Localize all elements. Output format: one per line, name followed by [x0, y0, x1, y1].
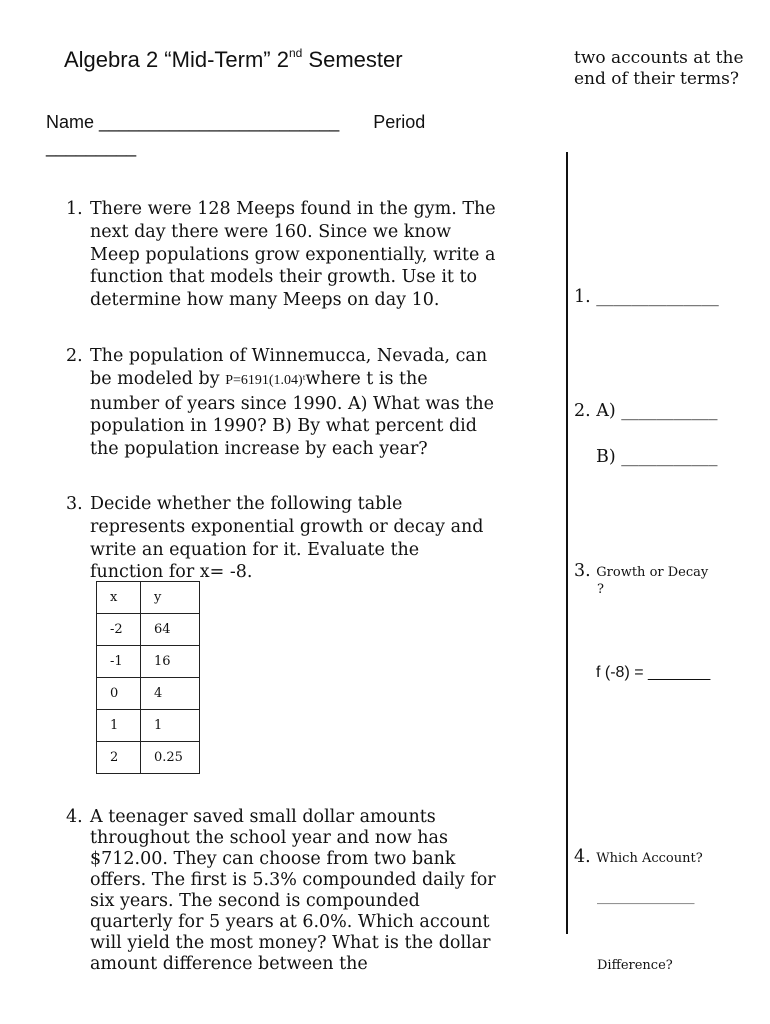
title-main: Algebra 2 “Mid-Term” 2	[64, 47, 289, 72]
period-label: Period	[373, 112, 426, 132]
table-cell: -2	[97, 614, 141, 646]
name-period-row	[46, 112, 425, 133]
which-account-label: Which Account?	[596, 851, 703, 866]
question-number: 2.	[66, 346, 83, 366]
question-number: 3.	[66, 494, 83, 514]
name-label: Name ________________________	[46, 112, 340, 132]
period-line: _________	[46, 137, 137, 157]
title-end: Semester	[302, 47, 403, 72]
xy-table	[96, 581, 200, 774]
table-cell: 1	[141, 710, 200, 742]
table-row	[97, 646, 200, 678]
page-title	[64, 46, 403, 73]
table-cell: 2	[97, 742, 141, 774]
answer-3-question-mark: ?	[597, 582, 604, 597]
answer-number: 4.	[574, 847, 591, 867]
table-header-y: y	[141, 582, 200, 614]
question-text: A teenager saved small dollar amounts throughout the school year and now has $712.00. They can choose from two bank offers. The first is 5.3% compounded daily for six years. The second is compounded quarterly for 5 years at 6.0%. Which account will yield the most money? What is the dollar amount difference between the	[90, 807, 496, 974]
question-number: 4.	[66, 807, 83, 827]
table-cell: -1	[97, 646, 141, 678]
table-row	[97, 742, 200, 774]
answer-column-divider	[566, 152, 568, 934]
difference-label: Difference?	[597, 958, 673, 973]
table-row	[97, 614, 200, 646]
question-text: Decide whether the following table represents exponential growth or decay and write an equation for it. Evaluate the function for x= -8.	[90, 494, 484, 583]
population-formula: P=6191(1.04)ᵗ	[225, 372, 306, 388]
table-cell: 1	[97, 710, 141, 742]
table-cell: 16	[141, 646, 200, 678]
table-row	[97, 710, 200, 742]
answer-1-line: 1. ______________	[574, 287, 719, 307]
table-row	[97, 678, 200, 710]
answer-3-label	[574, 561, 708, 581]
answer-2a-line: 2. A) ___________	[574, 401, 718, 421]
answer-number: 3.	[574, 561, 591, 581]
question-text: There were 128 Meeps found in the gym. The next day there were 160. Since we know Meep populations grow exponentially, write a function that models their growth. Use it to determine how many Meeps on day 10.	[90, 199, 496, 311]
table-header-x: x	[97, 582, 141, 614]
table-cell: 0.25	[141, 742, 200, 774]
question-text-before: The population of Winnemucca, Nevada, can be modeled by	[90, 346, 488, 389]
answer-3-f-line: f (-8) = _______	[596, 664, 711, 681]
answer-4-line: _______________	[597, 890, 695, 905]
growth-decay-label: Growth or Decay	[596, 565, 709, 580]
answer-4-label	[574, 847, 703, 867]
table-cell: 0	[97, 678, 141, 710]
table-cell: 4	[141, 678, 200, 710]
question-4	[66, 807, 496, 975]
title-superscript: nd	[288, 46, 303, 60]
carryover-text: two accounts at the end of their terms?	[574, 48, 744, 89]
question-2	[66, 345, 496, 461]
table-cell: 64	[141, 614, 200, 646]
table-header-row	[97, 582, 200, 614]
question-text-after: where t is the number of years since 1990. A) What was the population in 1990? B) By what percent did the population increase by each year?	[90, 368, 494, 460]
question-text	[90, 345, 496, 461]
question-1	[66, 198, 496, 312]
answer-2b-line: B) ___________	[596, 447, 718, 467]
question-3	[66, 493, 496, 584]
question-number: 1.	[66, 199, 83, 219]
